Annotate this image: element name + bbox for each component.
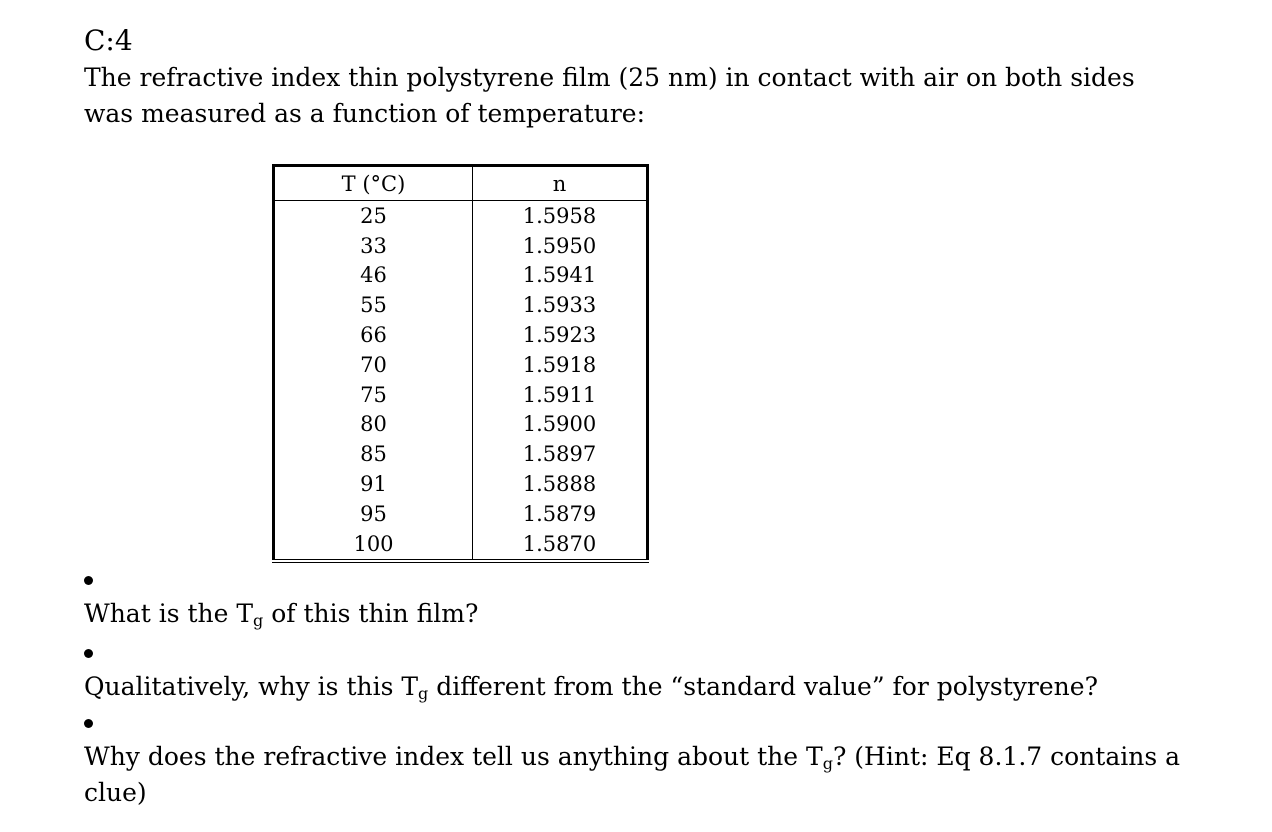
- cell-temperature: 95: [274, 499, 473, 529]
- question-3-text-end: ? (Hint: Eq 8.1.7 contains a: [832, 742, 1180, 771]
- cell-temperature: 75: [274, 380, 473, 410]
- bullet-icon: [84, 645, 93, 661]
- bullet-icon: [84, 715, 93, 731]
- intro-line-2: was measured as a function of temperature:: [84, 99, 646, 128]
- table-row: [274, 350, 648, 380]
- cell-temperature: 25: [274, 201, 473, 231]
- question-1-text: What is the T: [84, 599, 254, 628]
- table-row: [274, 261, 648, 291]
- table-row: [274, 201, 648, 231]
- cell-temperature: 46: [274, 261, 473, 291]
- header-temperature: T (°C): [274, 166, 473, 201]
- table-row: [274, 469, 648, 499]
- intro-line-1: The refractive index thin polystyrene film (25 nm) in contact with air on both sides: [84, 63, 1135, 92]
- question-3-text-line-2: clue): [84, 778, 147, 807]
- table-row: [274, 439, 648, 469]
- cell-index: 1.5888: [522, 472, 597, 497]
- cell-index: 1.5879: [522, 501, 597, 526]
- table-row: [274, 320, 648, 350]
- question-2-text-end: different from the “standard value” for polystyrene?: [428, 672, 1098, 701]
- cell-temperature: 91: [274, 469, 473, 499]
- cell-temperature: 85: [274, 439, 473, 469]
- question-2-subscript: g: [418, 684, 429, 703]
- cell-index: 1.5918: [522, 352, 597, 377]
- cell-index: 1.5933: [522, 293, 597, 318]
- bullet-icon: [84, 572, 93, 588]
- question-3-subscript: g: [822, 754, 833, 773]
- cell-temperature: 70: [274, 350, 473, 380]
- cell-temperature: 55: [274, 290, 473, 320]
- cell-index: 1.5870: [522, 531, 597, 556]
- table-row: [274, 529, 648, 561]
- question-1: [84, 597, 1224, 633]
- cell-temperature: 33: [274, 231, 473, 261]
- question-3-text: Why does the refractive index tell us anything about the T: [84, 742, 823, 771]
- cell-index: 1.5958: [522, 203, 597, 228]
- cell-index: 1.5897: [522, 442, 597, 467]
- header-refractive-index: n: [473, 166, 648, 201]
- cell-temperature: 66: [274, 320, 473, 350]
- question-2-text: Qualitatively, why is this T: [84, 672, 419, 701]
- cell-index: 1.5911: [522, 382, 597, 407]
- cell-index: 1.5941: [522, 263, 597, 288]
- cell-temperature: 100: [274, 529, 473, 561]
- cell-temperature: 80: [274, 410, 473, 440]
- question-3: [84, 740, 1224, 809]
- table-header-row: [274, 166, 648, 201]
- cell-index: 1.5923: [522, 323, 597, 348]
- refractive-index-table: [272, 164, 649, 563]
- table-row: [274, 410, 648, 440]
- table-row: [274, 290, 648, 320]
- table-row: [274, 231, 648, 261]
- cell-index: 1.5950: [522, 233, 597, 258]
- table-row: [274, 499, 648, 529]
- question-1-subscript: g: [253, 611, 264, 630]
- cell-index: 1.5900: [522, 412, 597, 437]
- question-2: [84, 670, 1224, 706]
- problem-heading: C:4: [84, 24, 133, 57]
- problem-intro: [84, 60, 1224, 132]
- question-1-text-end: of this thin film?: [263, 599, 479, 628]
- table-row: [274, 380, 648, 410]
